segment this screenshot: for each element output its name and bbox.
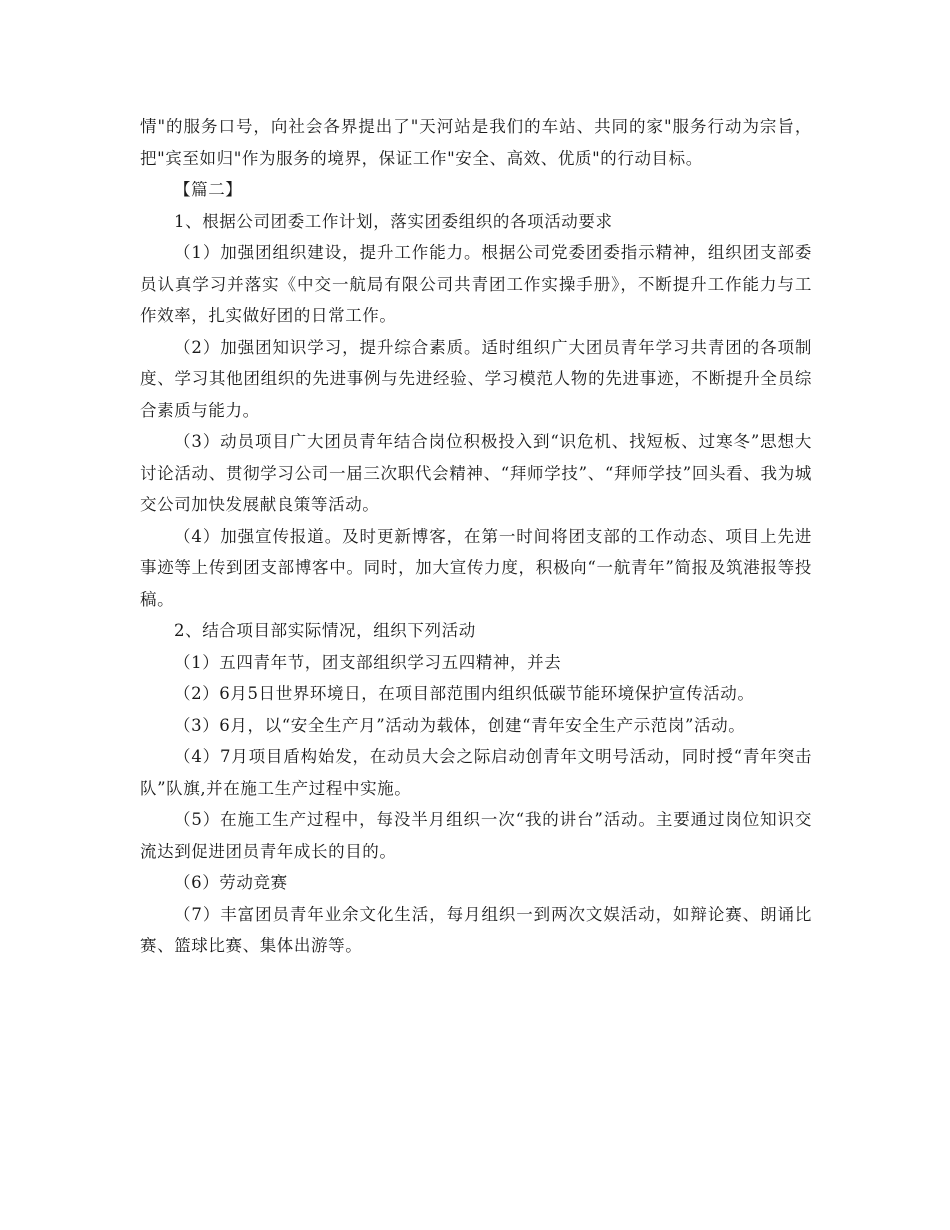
document-body [140,111,812,962]
paragraph: （2）6月5日世界环境日，在项目部范围内组织低碳节能环境保护宣传活动。 [174,684,755,703]
paragraph: 1、根据公司团委工作计划，落实团委组织的各项活动要求 [174,211,613,231]
paragraph: 情"的服务口号，向社会各界提出了"天河站是我们的车站、共同的家"服务行动为宗旨，把"宾至如归"作为服务的境界，保证工作"安全、高效、优质"的行动目标。 [140,117,812,168]
paragraph: 2、结合项目部实际情况，组织下列活动 [174,621,476,640]
paragraph: （1）五四青年节，团支部组织学习五四精神，并去 [174,652,562,672]
section-heading: 【篇二】 [174,180,243,199]
paragraph: （6）劳动竞赛 [174,873,288,892]
paragraph: （4）加强宣传报道。及时更新博客，在第一时间将团支部的工作动态、项目上先进事迹等上传到团支部博客中。同时，加大宣传力度，积极向“一航青年”简报及筑港报等投稿。 [140,526,812,609]
paragraph: （3）6月，以“安全生产月”活动为载体，创建“青年安全生产示范岗”活动。 [174,715,746,735]
paragraph: （1）加强团组织建设，提升工作能力。根据公司党委团委指示精神，组织团支部委员认真学习并落实《中交一航局有限公司共青团工作实操手册》，不断提升工作能力与工作效率，扎实做好团的日常工作。 [140,243,812,325]
paragraph: （7）丰富团员青年业余文化生活，每月组织一到两次文娱活动，如辩论赛、朗诵比赛、篮球比赛、集体出游等。 [140,904,812,955]
paragraph: （4）7月项目盾构始发，在动员大会之际启动创青年文明号活动，同时授“青年突击队”队旗,并在施工生产过程中实施。 [140,747,812,798]
paragraph: （3）动员项目广大团员青年结合岗位积极投入到“识危机、找短板、过寒冬”思想大讨论活动、贯彻学习公司一届三次职代会精神、“拜师学技”、“拜师学技”回头看、我为城交公司加快发展献良策等活动。 [140,432,812,514]
paragraph: （2）加强团知识学习，提升综合素质。适时组织广大团员青年学习共青团的各项制度、学习其他团组织的先进事例与先进经验、学习模范人物的先进事迹，不断提升全员综合素质与能力。 [140,337,812,420]
paragraph: （5）在施工生产过程中，每没半月组织一次“我的讲台”活动。主要通过岗位知识交流达到促进团员青年成长的目的。 [140,810,812,861]
